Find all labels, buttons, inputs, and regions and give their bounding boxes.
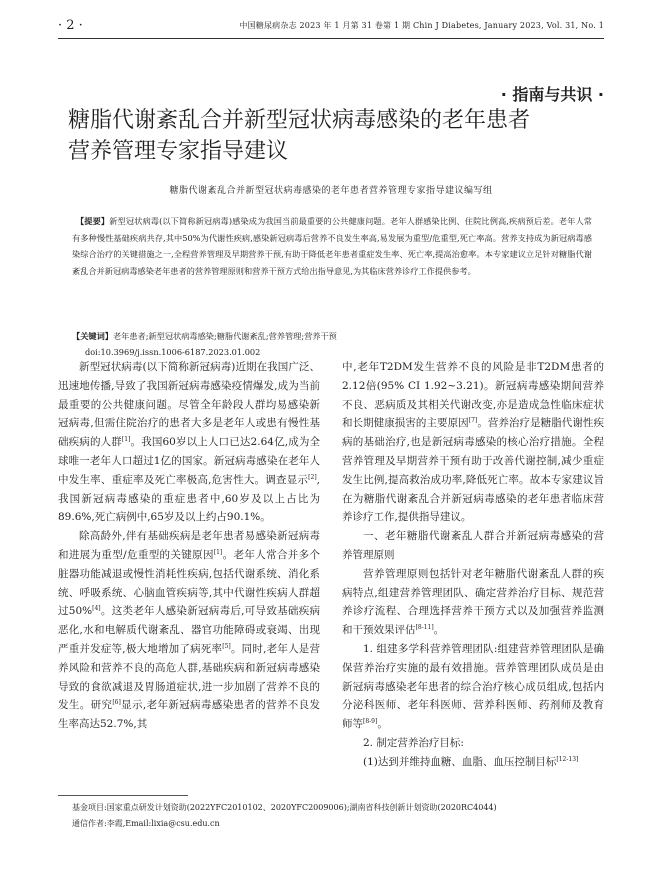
doi: doi:10.3969/j.issn.1006-6187.2023.01.002 bbox=[85, 347, 261, 357]
footnote-rule bbox=[58, 795, 188, 796]
page-number: · 2 · bbox=[58, 18, 83, 33]
funding-note: 基金项目:国家重点研发计划资助(2022YFC2010102、2020YFC2009006);湖南省科技创新计划资助(2020RC4044) bbox=[72, 803, 497, 812]
column-label: · 指南与共识 · bbox=[500, 85, 604, 104]
body-column-right bbox=[342, 358, 604, 772]
body-column-left bbox=[58, 358, 320, 734]
title-line-1: 糖脂代谢紊乱合并新型冠状病毒感染的老年患者 bbox=[68, 108, 531, 133]
paragraph: 2. 制定营养治疗目标: bbox=[363, 736, 464, 749]
abstract-label: 【提要】 bbox=[76, 216, 110, 226]
paragraph: 1. 组建多学科营养管理团队:组建营养管理团队是确保营养治疗实施的最有效措施。营养管理团队成员是由新冠病毒感染老年患者的综合治疗核心成员组成,包括内分泌科医师、老年科医师、营养科医师、药剂师及教育师等[8-9]。 bbox=[342, 642, 604, 731]
keywords bbox=[72, 328, 592, 344]
abstract-text: 新型冠状病毒(以下简称新冠病毒)感染成为我国当前最重要的公共健康问题。老年人群感染比例、住院比例高,疾病预后差。老年人常有多种慢性基础疾病共存,其中50%为代谢性疾病,感染新冠病毒后营养不良发生率高,易发展为重型/危重型,死亡率高。营养支持成为新冠病毒感染综合治疗的关键措施之一,全程营养管理及早期营养干预,有助于降低老年患者重症发生率、死亡率,提高治愈率。本专家建议立足针对糖脂代谢紊乱合并新冠病毒感染老年患者的营养管理原则和营养干预方式给出指导意见,为其临床营养诊疗工作提供参考。 bbox=[72, 216, 592, 276]
article-title bbox=[68, 105, 608, 167]
keywords-label: 【关键词】 bbox=[72, 331, 113, 341]
keywords-text: 老年患者;新型冠状病毒感染;糖脂代谢紊乱;营养管理;营养干预 bbox=[112, 331, 337, 341]
paragraph: (1)达到并维持血糖、血脂、血压控制目标[12-13] bbox=[363, 755, 579, 768]
contact-note: 通信作者:李霞,Email:lixia@csu.edu.cn bbox=[72, 819, 220, 828]
paragraph: 除高龄外,伴有基础疾病是老年患者易感染新冠病毒和进展为重型/危重型的关键原因[1]。老年人常合并多个脏器功能减退或慢性消耗性疾病,包括代谢系统、消化系统、呼吸系统、心脑血管疾病等,其中代谢性疾病人群超过50%[4]。这类老年人感染新冠病毒后,可导致基础疾病恶化,水和电解质代谢紊乱、器官功能障碍或衰竭、出现严重并发症等,极大地增加了病死率[5]。同时,老年人是营养风险和营养不良的高危人群,基础疾病和新冠病毒感染导致的食欲减退及胃肠道症状,进一步加剧了营养不良的发生。研究[6]显示,老年新冠病毒感染患者的营养不良发生率高达52.7%,其 bbox=[58, 530, 321, 731]
header-rule bbox=[58, 38, 604, 39]
paragraph: 中,老年T2DM发生营养不良的风险是非T2DM患者的2.12倍(95% CI 1.92~3.21)。新冠病毒感染期间营养不良、恶病质及其相关代谢改变,亦是造成急性临床症状和长期健康损害的主要原因[7]。营养治疗是糖脂代谢性疾病的基础治疗,也是新冠病毒感染的核心治疗措施。全程营养管理及早期营养干预有助于改善代谢控制,减少重症发生比例,提高救治成功率,降低死亡率。故本专家建议旨在为糖脂代谢紊乱合并新冠病毒感染的老年患者临床营养诊疗工作,提供指导建议。 bbox=[342, 361, 604, 524]
paragraph: 营养管理原则包括针对老年糖脂代谢紊乱人群的疾病特点,组建营养管理团队、确定营养治疗目标、规范营养诊疗流程、合理选择营养干预方式以及加强营养监测和干预效果评估[8-11]。 bbox=[342, 567, 604, 637]
abstract bbox=[72, 213, 592, 279]
section-heading: 一、老年糖脂代谢紊乱人群合并新冠病毒感染的营养管理原则 bbox=[342, 530, 604, 561]
paragraph: 新型冠状病毒(以下简称新冠病毒)近期在我国广泛、迅速地传播,导致了我国新冠病毒感染疫情爆发,成为当前最重要的公共健康问题。尽管全年龄段人群均易感染新冠病毒,但需住院治疗的患者大多是老年人或患有慢性基础疾病的人群[1]。我国60岁以上人口已达2.64亿,成为全球唯一老年人口超过1亿的国家。新冠病毒感染在老年人中发生率、重症率及死亡率极高,危害性大。调查显示[2],我国新冠病毒感染的重症患者中,60岁及以上占比为89.6%,死亡病例中,65岁及以上约占90.1%。 bbox=[58, 361, 321, 524]
title-line-2: 营养管理专家指导建议 bbox=[68, 139, 289, 164]
running-head: 中国糖尿病杂志 2023 年 1 月第 31 卷第 1 期 Chin J Diabetes, January 2023, Vol. 31, No. 1 bbox=[239, 21, 604, 30]
authors: 糖脂代谢紊乱合并新型冠状病毒感染的老年患者营养管理专家指导建议编写组 bbox=[169, 186, 493, 196]
